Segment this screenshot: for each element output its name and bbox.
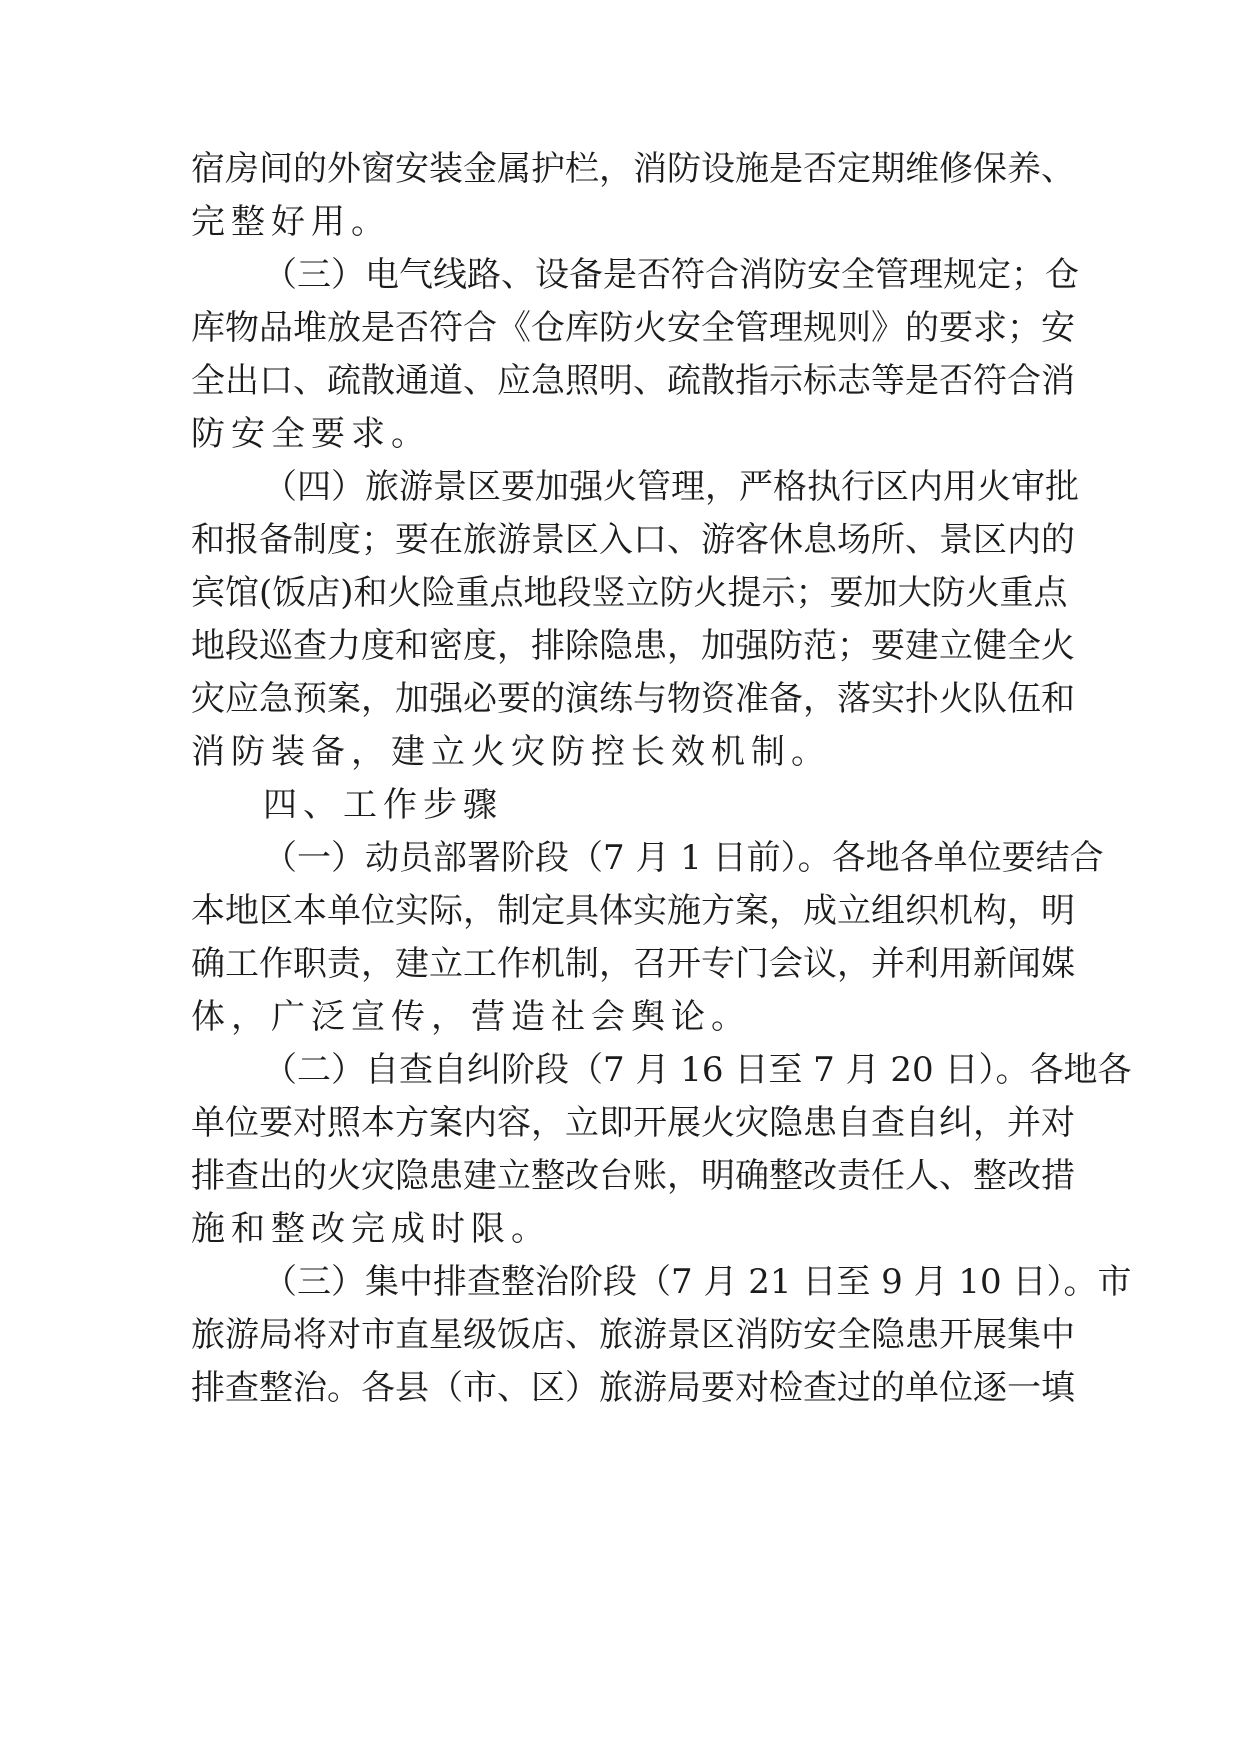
text-line: （三）电气线路、设备是否符合消防安全管理规定；仓 [263, 255, 1079, 295]
text-line: 施和整改完成时限。 [191, 1209, 551, 1249]
text-line: 体，广泛宣传，营造社会舆论。 [191, 997, 751, 1037]
text-line: 和报备制度；要在旅游景区入口、游客休息场所、景区内的 [191, 520, 1075, 560]
text-line: 排查整治。各县（市、区）旅游局要对检查过的单位逐一填 [191, 1368, 1075, 1408]
text-line: 确工作职责，建立工作机制，召开专门会议，并利用新闻媒 [191, 944, 1075, 984]
text-line: 宿房间的外窗安装金属护栏，消防设施是否定期维修保养、 [191, 149, 1075, 189]
text-line: 地段巡查力度和密度，排除隐患，加强防范；要建立健全火 [191, 626, 1075, 666]
text-line: 灾应急预案，加强必要的演练与物资准备，落实扑火队伍和 [191, 679, 1075, 719]
text-line: 本地区本单位实际，制定具体实施方案，成立组织机构，明 [191, 891, 1075, 931]
text-line: （二）自查自纠阶段（7 月 16 日至 7 月 20 日）。各地各 [263, 1050, 1132, 1090]
text-line: （四）旅游景区要加强火管理，严格执行区内用火审批 [263, 467, 1079, 507]
text-line: 库物品堆放是否符合《仓库防火安全管理规则》的要求；安 [191, 308, 1075, 348]
text-line: 消防装备，建立火灾防控长效机制。 [191, 732, 831, 772]
text-line: 全出口、疏散通道、应急照明、疏散指示标志等是否符合消 [191, 361, 1075, 401]
text-line: 旅游局将对市直星级饭店、旅游景区消防安全隐患开展集中 [191, 1315, 1075, 1355]
text-line: 排查出的火灾隐患建立整改台账，明确整改责任人、整改措 [191, 1156, 1075, 1196]
text-line: （一）动员部署阶段（7 月 1 日前）。各地各单位要结合 [263, 838, 1104, 878]
section-heading: 四、工作步骤 [263, 785, 503, 825]
text-line: 单位要对照本方案内容，立即开展火灾隐患自查自纠，并对 [191, 1103, 1075, 1143]
text-line: 完整好用。 [191, 202, 391, 242]
text-line: 宾馆(饭店)和火险重点地段竖立防火提示；要加大防火重点 [191, 573, 1068, 613]
text-line: （三）集中排查整治阶段（7 月 21 日至 9 月 10 日）。市 [263, 1262, 1132, 1302]
text-line: 防安全要求。 [191, 414, 431, 454]
